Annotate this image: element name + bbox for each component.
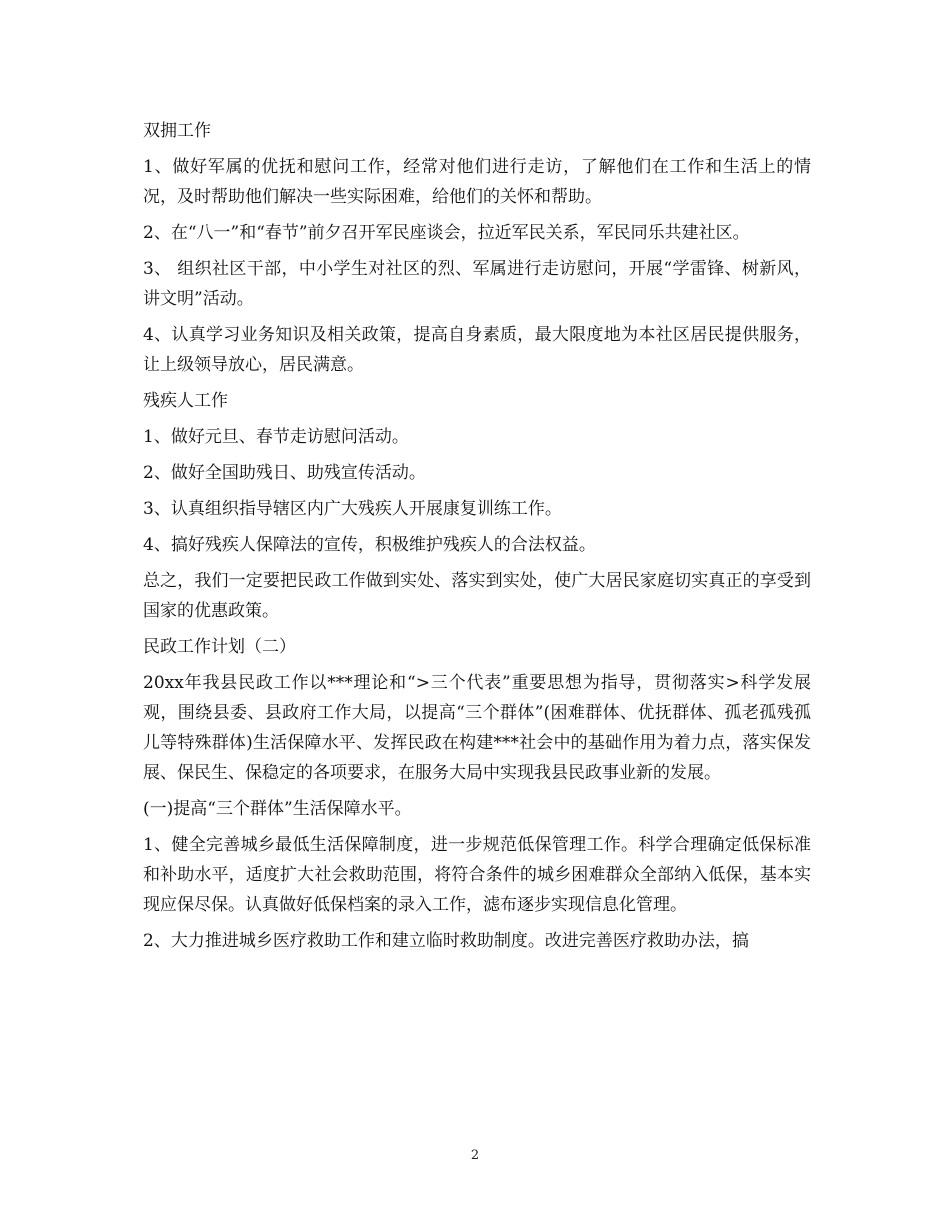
paragraph: 4、搞好残疾人保障法的宣传，积极维护残疾人的合法权益。 (143, 535, 596, 555)
section-heading-double-support: 双拥工作 (143, 121, 211, 141)
document-body (143, 116, 811, 962)
paragraph: 2、在“八一”和“春节”前夕召开军民座谈会，拉近军民关系，军民同乐共建社区。 (143, 223, 750, 243)
paragraph: 1、健全完善城乡最低生活保障制度，进一步规范低保管理工作。科学合理确定低保标准和补助水平，适度扩大社会救助范围，将符合条件的城乡困难群众全部纳入低保，基本实现应保尽保。认真做好低保档案的录入工作，滤布逐步实现信息化管理。 (143, 835, 811, 915)
paragraph: 3、 组织社区干部，中小学生对社区的烈、军属进行走访慰问，开展“学雷锋、树新风，讲文明”活动。 (143, 259, 811, 309)
paragraph: 总之，我们一定要把民政工作做到实处、落实到实处，使广大居民家庭切实真正的享受到国家的优惠政策。 (143, 571, 811, 621)
section-heading-disabled-work: 残疾人工作 (143, 391, 228, 411)
paragraph: 4、认真学习业务知识及相关政策，提高自身素质，最大限度地为本社区居民提供服务，让上级领导放心，居民满意。 (143, 325, 811, 375)
paragraph: 1、做好军属的优抚和慰问工作，经常对他们进行走访，了解他们在工作和生活上的情况，及时帮助他们解决一些实际困难，给他们的关怀和帮助。 (143, 157, 811, 207)
page-number: 2 (470, 1148, 480, 1163)
paragraph: 2、做好全国助残日、助残宣传活动。 (143, 463, 426, 483)
section-heading-plan-two: 民政工作计划（二） (143, 637, 296, 657)
paragraph: 2、大力推进城乡医疗救助工作和建立临时救助制度。改进完善医疗救助办法，搞 (143, 931, 749, 951)
paragraph: 1、做好元旦、春节走访慰问活动。 (143, 427, 409, 447)
subsection-heading: (一)提高“三个群体”生活保障水平。 (143, 799, 412, 819)
paragraph: 3、认真组织指导辖区内广大残疾人开展康复训练工作。 (143, 499, 562, 519)
paragraph: 20xx年我县民政工作以***理论和“>三个代表”重要思想为指导，贯彻落实>科学发展观，围绕县委、县政府工作大局，以提高“三个群体”(困难群体、优抚群体、孤老孤残孤儿等特殊群体)生活保障水平、发挥民政在构建***社会中的基础作用为着力点，落实保发展、保民生、保稳定的各项要求，在服务大局中实现我县民政事业新的发展。 (143, 673, 811, 783)
